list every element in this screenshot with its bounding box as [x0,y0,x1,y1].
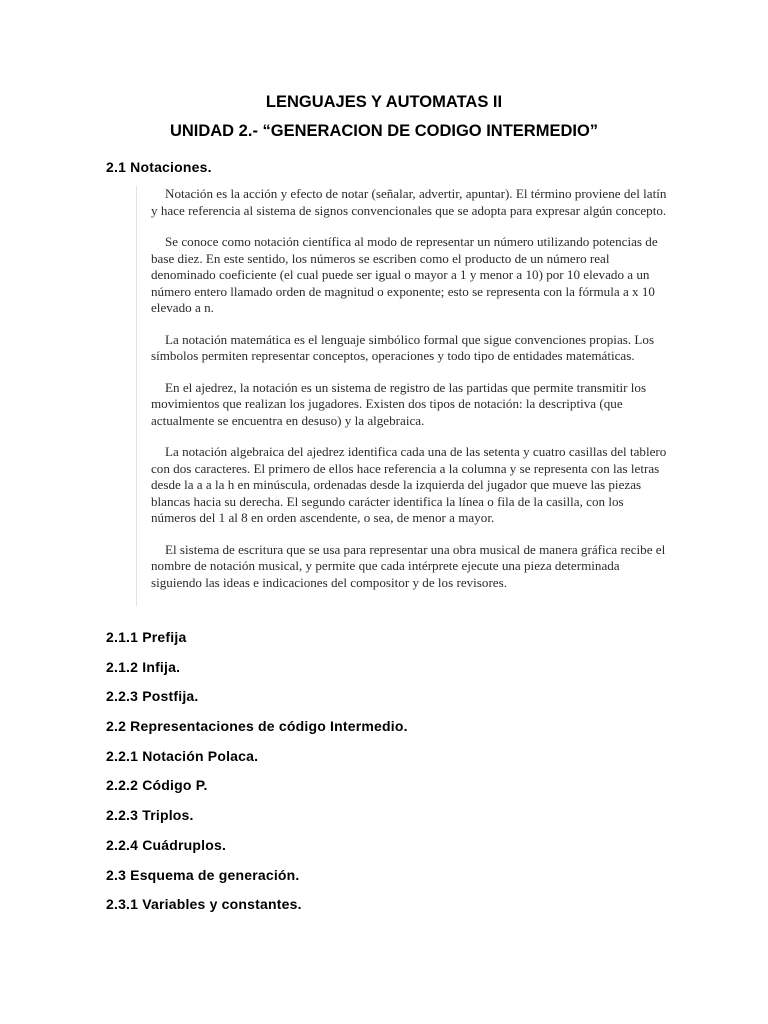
outline-item: 2.2.4 Cuádruplos. [106,836,227,853]
outline-item: 2.1.1 Prefija [106,629,187,645]
outline-item: 2.2.2 Código P. [106,777,208,794]
section-heading: 2.1 Notaciones. [106,159,212,175]
excerpt-paragraph: La notación matemática es el lenguaje simbólico formal que sigue convenciones propias. Los símbolos permiten representar conceptos, operaciones y todo tipo de entidades matemáticas. [151,331,655,363]
outline-item: 2.3 Esquema de generación. [106,866,300,883]
quoted-excerpt [136,186,671,606]
outline-item: 2.3.1 Variables y constantes. [106,896,302,913]
document-title: LENGUAJES Y AUTOMATAS II [265,93,503,111]
excerpt-paragraph: El sistema de escritura que se usa para representar una obra musical de manera gráfica recibe el nombre de notación musical, y permite que cada intérprete ejecute una pieza determinada siguiendo las ideas e indicaciones del compositor y de los revisores. [151,541,666,590]
outline-item: 2.2 Representaciones de código Intermedio. [106,718,408,735]
document-subtitle: UNIDAD 2.- “GENERACION DE CODIGO INTERMEDIO” [169,122,599,140]
excerpt-paragraph: Se conoce como notación científica al modo de representar un número utilizando potencias de base diez. En este sentido, los números se escriben como el producto de un número real denominado coeficiente (el cual puede ser igual o mayor a 1 y menor a 10) por 10 elevado a un número entero llamado orden de magnitud o exponente; esto se representa con la fórmula a x 10 elevado a n. [151,234,658,315]
outline-list [106,629,408,926]
outline-item: 2.2.1 Notación Polaca. [106,747,259,764]
excerpt-paragraph: Notación es la acción y efecto de notar (señalar, advertir, apuntar). El término proviene del latín y hace referencia al sistema de signos convencionales que se adopta para expresar algún concepto. [151,186,667,218]
excerpt-paragraph: En el ajedrez, la notación es un sistema de registro de las partidas que permite transmitir los movimientos que realizan los jugadores. Existen dos tipos de notación: la descriptiva (que actualmente se encuentra en desuso) y la algebraica. [151,379,647,428]
outline-item: 2.1.2 Infija. [106,658,181,675]
outline-item: 2.2.3 Postfija. [106,688,199,705]
outline-item: 2.2.3 Triplos. [106,807,194,824]
excerpt-paragraph: La notación algebraica del ajedrez identifica cada una de las setenta y cuatro casillas del tablero con dos caracteres. El primero de ellos hace referencia a la columna y se representa con las letras desde la a a la h en minúscula, ordenadas desde la izquierda del jugador que mueve las piezas blancas hacia su derecha. El segundo carácter identifica la línea o fila de la casilla, con los números del 1 al 8 en orden ascendente, o sea, de menor a mayor. [151,444,667,525]
